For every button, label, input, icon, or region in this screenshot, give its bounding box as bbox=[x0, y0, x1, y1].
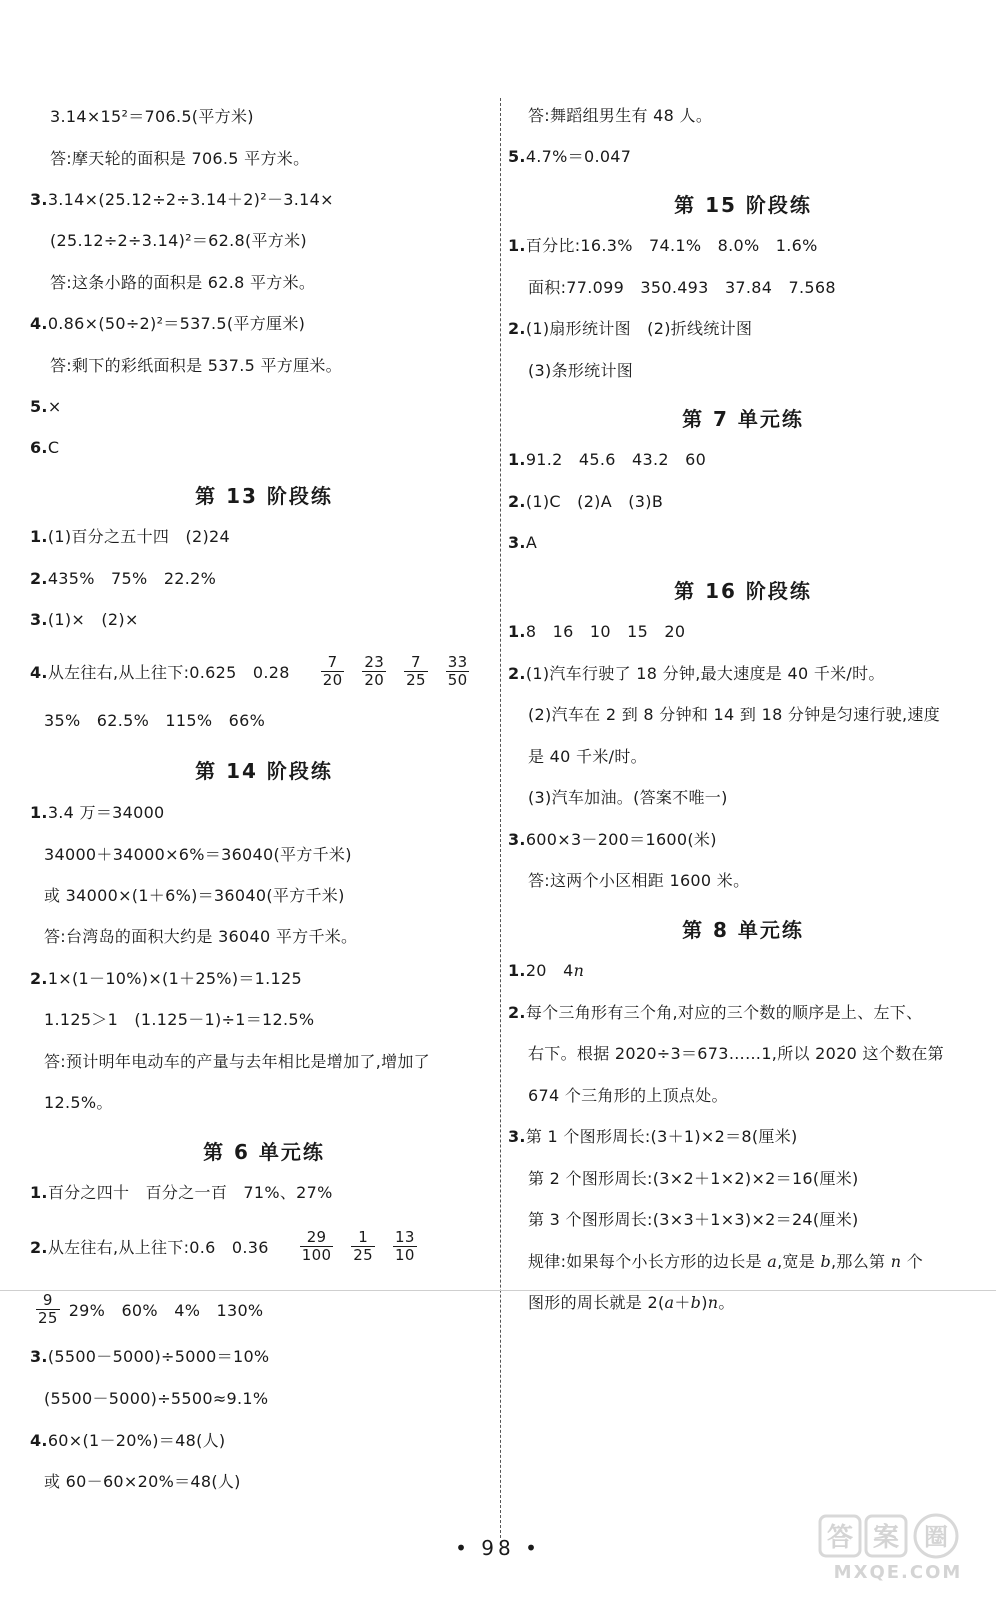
section-heading-15: 第 15 阶段练 bbox=[674, 193, 812, 217]
question-number: 2. bbox=[30, 569, 48, 588]
question-1-answer bbox=[30, 1182, 333, 1204]
answer-line: 34000＋34000×6%＝36040(平方千米) bbox=[44, 845, 352, 864]
question-number: 2. bbox=[508, 664, 526, 683]
fraction: $\frac{7}{20}$ bbox=[322, 653, 343, 689]
answer-text: C bbox=[47, 438, 60, 457]
answer-text: 3.4 万＝34000 bbox=[47, 803, 165, 822]
svg-text:答: 答 bbox=[826, 1523, 854, 1553]
question-3-answer bbox=[30, 609, 139, 631]
section-heading-14: 第 14 阶段练 bbox=[195, 759, 333, 783]
svg-text:案: 案 bbox=[872, 1523, 900, 1553]
answer-line: 答:预计明年电动车的产量与去年相比是增加了,增加了 bbox=[44, 1052, 430, 1071]
svg-text:圈: 圈 bbox=[924, 1523, 948, 1551]
answer-text: 435% 75% 22.2% bbox=[47, 569, 217, 588]
question-number: 2. bbox=[508, 319, 526, 338]
answer-text: (1)C (2)A (3)B bbox=[525, 492, 664, 511]
section-heading-unit-8: 第 8 单元练 bbox=[682, 918, 804, 942]
question-2-answer bbox=[508, 491, 663, 513]
answer-line: 674 个三角形的上顶点处。 bbox=[528, 1086, 728, 1105]
fraction: $\frac{23}{20}$ bbox=[364, 653, 385, 689]
answer-text: 0.86×(50÷2)²＝537.5(平方厘米) bbox=[47, 314, 306, 333]
question-number: 3. bbox=[508, 830, 526, 849]
question-number: 2. bbox=[30, 1238, 48, 1257]
answer-line: 规律:如果每个小长方形的边长是 a,宽是 b,那么第 n 个 bbox=[528, 1252, 924, 1271]
question-number: 1. bbox=[30, 803, 48, 822]
question-2-answer bbox=[508, 1002, 922, 1024]
answer-text: 1×(1－10%)×(1＋25%)＝1.125 bbox=[47, 969, 302, 988]
answer-line: 答:这两个小区相距 1600 米。 bbox=[528, 871, 750, 890]
answer-line: 右下。根据 2020÷3＝673……1,所以 2020 这个数在第 bbox=[528, 1044, 944, 1063]
question-1-answer bbox=[508, 960, 584, 982]
question-number: 2. bbox=[508, 1003, 526, 1022]
fraction: $\frac{7}{25}$ bbox=[406, 653, 426, 689]
question-number: 6. bbox=[30, 438, 48, 457]
answer-line: 35% 62.5% 115% 66% bbox=[44, 711, 266, 730]
question-number: 2. bbox=[30, 969, 48, 988]
answer-text: 20 4 bbox=[525, 961, 574, 980]
question-number: 4. bbox=[30, 314, 48, 333]
question-number: 3. bbox=[30, 610, 48, 629]
answer-text: 从左往右,从上往下:0.625 0.28 bbox=[47, 663, 290, 682]
question-1-answer bbox=[508, 449, 706, 471]
question-number: 3. bbox=[30, 190, 48, 209]
answer-line: 答:舞蹈组男生有 48 人。 bbox=[528, 106, 713, 125]
question-number: 4. bbox=[30, 1431, 48, 1450]
fraction: $\frac{9}{25}$ bbox=[38, 1291, 58, 1327]
question-number: 3. bbox=[508, 1127, 526, 1146]
question-3-answer bbox=[508, 1126, 798, 1148]
question-number: 3. bbox=[508, 533, 526, 552]
answer-text: 600×3－200＝1600(米) bbox=[525, 830, 717, 849]
question-number: 1. bbox=[508, 961, 526, 980]
question-number: 3. bbox=[30, 1347, 48, 1366]
watermark-icon bbox=[818, 1512, 978, 1584]
answer-line: 图形的周长就是 2(a＋b)n。 bbox=[528, 1293, 735, 1312]
section-heading-unit-6: 第 6 单元练 bbox=[203, 1140, 325, 1164]
question-number: 5. bbox=[30, 397, 48, 416]
answer-text: 第 1 个图形周长:(3＋1)×2＝8(厘米) bbox=[525, 1127, 798, 1146]
answer-text: (1)扇形统计图 (2)折线统计图 bbox=[525, 319, 753, 338]
answer-text: 8 16 10 15 20 bbox=[525, 622, 686, 641]
fraction: $\frac{33}{50}$ bbox=[447, 653, 468, 689]
answer-line: (3)汽车加油。(答案不唯一) bbox=[528, 788, 728, 807]
answer-line: (2)汽车在 2 到 8 分钟和 14 到 18 分钟是匀速行驶,速度 bbox=[528, 705, 941, 724]
column-divider bbox=[500, 98, 501, 1538]
section-heading-unit-7: 第 7 单元练 bbox=[682, 407, 804, 431]
question-4-answer bbox=[30, 1430, 225, 1452]
answer-line: 面积:77.099 350.493 37.84 7.568 bbox=[528, 278, 836, 297]
question-2-answer bbox=[508, 663, 885, 685]
question-4-answer bbox=[30, 313, 305, 335]
question-number: 4. bbox=[30, 663, 48, 682]
answer-line: 答:摩天轮的面积是 706.5 平方米。 bbox=[50, 149, 310, 168]
answer-line: 答:剩下的彩纸面积是 537.5 平方厘米。 bbox=[50, 356, 342, 375]
question-2-answer bbox=[30, 568, 216, 590]
question-number: 1. bbox=[508, 450, 526, 469]
question-number: 1. bbox=[508, 236, 526, 255]
answer-text: 60×(1－20%)＝48(人) bbox=[47, 1431, 226, 1450]
page-number: • 98 • bbox=[455, 1536, 541, 1560]
answer-text: 4.7%＝0.047 bbox=[525, 147, 632, 166]
answer-line: 或 34000×(1＋6%)＝36040(平方千米) bbox=[44, 886, 345, 905]
fraction: $\frac{29}{100}$ bbox=[301, 1228, 332, 1264]
answer-text: 每个三角形有三个角,对应的三个数的顺序是上、左下、 bbox=[525, 1003, 923, 1022]
svg-text:MXQE.COM: MXQE.COM bbox=[833, 1562, 963, 1583]
question-3-answer bbox=[508, 532, 537, 554]
question-1-answer bbox=[508, 235, 818, 257]
answer-text: (1)汽车行驶了 18 分钟,最大速度是 40 千米/时。 bbox=[525, 664, 885, 683]
answer-line: (3)条形统计图 bbox=[528, 361, 634, 380]
answer-line: (5500－5000)÷5500≈9.1% bbox=[44, 1389, 269, 1408]
question-5-answer bbox=[508, 146, 631, 168]
section-heading-16: 第 16 阶段练 bbox=[674, 579, 812, 603]
question-3-answer bbox=[30, 1346, 269, 1368]
answer-text: × bbox=[47, 397, 62, 416]
answer-line: 或 60－60×20%＝48(人) bbox=[44, 1472, 241, 1491]
answer-text: 百分比:16.3% 74.1% 8.0% 1.6% bbox=[525, 236, 818, 255]
question-number: 1. bbox=[508, 622, 526, 641]
answer-text: (1)百分之五十四 (2)24 bbox=[47, 527, 231, 546]
answer-line: 答:这条小路的面积是 62.8 平方米。 bbox=[50, 273, 316, 292]
answer-line: 答:台湾岛的面积大约是 36040 平方千米。 bbox=[44, 927, 358, 946]
watermark-logo bbox=[818, 1512, 978, 1584]
question-2-answer bbox=[30, 1228, 426, 1266]
question-3-answer bbox=[30, 189, 334, 211]
question-6-answer bbox=[30, 437, 59, 459]
question-1-answer bbox=[30, 802, 165, 824]
answer-line: 第 3 个图形周长:(3×3＋1×3)×2＝24(厘米) bbox=[528, 1210, 859, 1229]
question-number: 1. bbox=[30, 527, 48, 546]
answer-text: (5500－5000)÷5000＝10% bbox=[47, 1347, 270, 1366]
answer-text: 3.14×(25.12÷2÷3.14＋2)²－3.14× bbox=[47, 190, 334, 209]
left-column bbox=[30, 0, 498, 1520]
question-number: 1. bbox=[30, 1183, 48, 1202]
question-4-answer bbox=[30, 653, 478, 691]
section-heading-13: 第 13 阶段练 bbox=[195, 484, 333, 508]
variable: n bbox=[573, 961, 585, 980]
answer-line: (25.12÷2÷3.14)²＝62.8(平方米) bbox=[50, 231, 307, 250]
answer-line: 是 40 千米/时。 bbox=[528, 747, 647, 766]
question-1-answer bbox=[30, 526, 230, 548]
answer-text: (1)× (2)× bbox=[47, 610, 139, 629]
fraction: $\frac{13}{10}$ bbox=[394, 1228, 415, 1264]
answer-line: 第 2 个图形周长:(3×2＋1×2)×2＝16(厘米) bbox=[528, 1169, 859, 1188]
right-column bbox=[508, 0, 978, 1520]
question-3-answer bbox=[508, 829, 717, 851]
answer-line bbox=[30, 1291, 264, 1329]
answer-text: 从左往右,从上往下:0.6 0.36 bbox=[47, 1238, 269, 1257]
answer-line: 3.14×15²＝706.5(平方米) bbox=[50, 107, 254, 126]
question-1-answer bbox=[508, 621, 685, 643]
answer-text: 百分之四十 百分之一百 71%、27% bbox=[47, 1183, 333, 1202]
answer-text: 91.2 45.6 43.2 60 bbox=[525, 450, 707, 469]
question-number: 5. bbox=[508, 147, 526, 166]
answer-line: 12.5%。 bbox=[44, 1093, 113, 1112]
answer-line: 1.125＞1 (1.125－1)÷1＝12.5% bbox=[44, 1010, 315, 1029]
answer-text: 29% 60% 4% 130% bbox=[68, 1301, 264, 1320]
question-number: 2. bbox=[508, 492, 526, 511]
question-5-answer bbox=[30, 396, 62, 418]
fraction: $\frac{1}{25}$ bbox=[353, 1228, 373, 1264]
question-2-answer bbox=[508, 318, 752, 340]
question-2-answer bbox=[30, 968, 302, 990]
answer-text: A bbox=[525, 533, 538, 552]
